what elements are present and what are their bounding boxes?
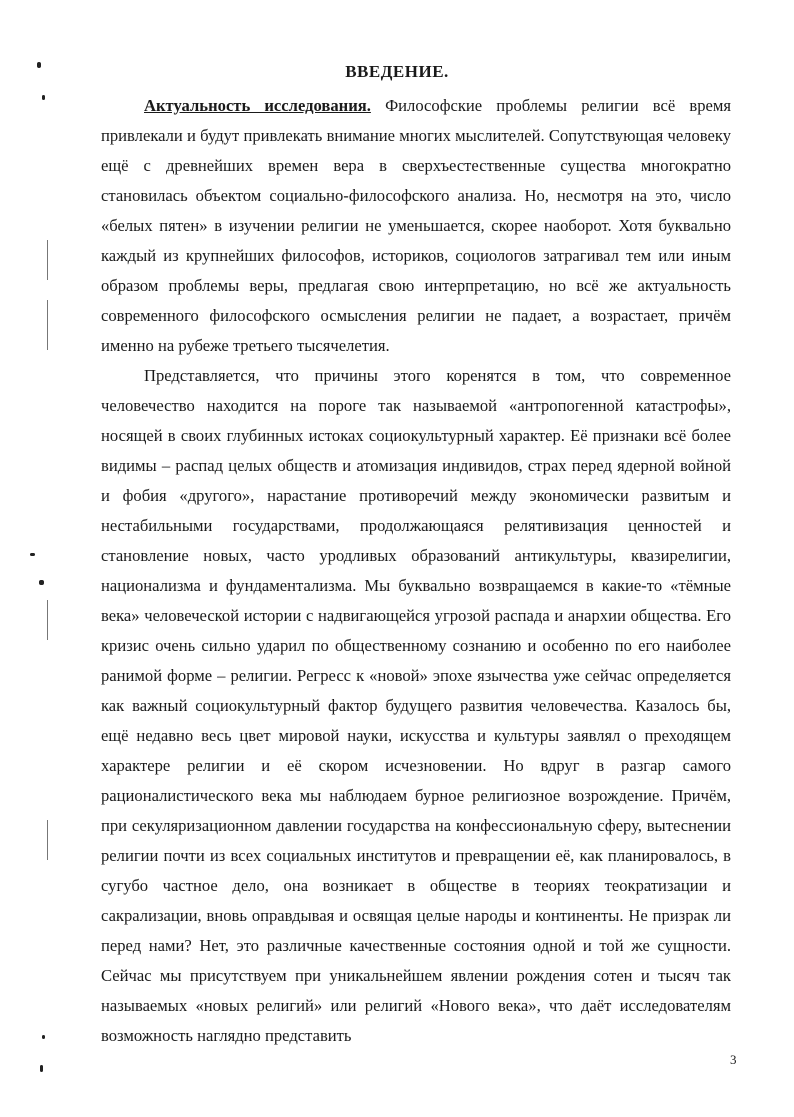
scan-margin-line — [47, 820, 48, 860]
section-heading: Актуальность исследования. — [144, 96, 371, 115]
scan-speck — [40, 1065, 43, 1072]
scan-margin-line — [47, 240, 48, 280]
document-body — [101, 91, 731, 1051]
scan-margin-line — [47, 300, 48, 350]
page-number: 3 — [730, 1052, 737, 1067]
paragraph-actuality — [101, 91, 731, 361]
page-title: ВВЕДЕНИЕ. — [345, 62, 449, 81]
scan-speck — [42, 1035, 45, 1039]
scan-speck — [42, 95, 45, 100]
paragraph-text: Философские проблемы религии всё время привлекали и будут привлекать внимание многих мыслителей. Сопутствующая человеку ещё с древнейших времен вера в сверхъестественные существа многократно становилась объектом социально-философского анализа. Но, несмотря на это, число «белых пятен» в изучении религии не уменьшается, скорее наоборот. Хотя буквально каждый из крупнейших философов, историков, социологов затрагивал тем или иным образом проблемы веры, предлагая свою интерпретацию, но всё же актуальность современного философского осмысления религии не падает, а возрастает, причём именно на рубеже третьего тысячелетия. — [101, 96, 731, 355]
scan-speck — [30, 553, 35, 556]
paragraph-text: Представляется, что причины этого коренятся в том, что современное человечество находится на пороге так называемой «антропогенной катастрофы», носящей в своих глубинных истоках социокультурный характер. Её признаки всё более видимы – распад целых обществ и атомизация индивидов, страх перед ядерной войной и фобия «другого», нарастание противоречий между экономически развитым и нестабильными государствами, продолжающаяся релятивизация ценностей и становление новых, часто уродливых образований антикультуры, квазирелигии, национализма и фундаментализма. Мы буквально возвращаемся в какие-то «тёмные века» человеческой истории с надвигающейся угрозой распада и анархии общества. Его кризис очень сильно ударил по общественному сознанию и особенно по его наиболее ранимой форме – религии. Регресс к «новой» эпохе язычества уже сейчас определяется как важный социокультурный фактор будущего развития человечества. Казалось бы, ещё недавно весь цвет мировой науки, искусства и культуры заявлял о преходящем характере религии и её скором исчезновении. Но вдруг в разгар самого рационалистического века мы наблюдаем бурное религиозное возрождение. Причём, при секуляризационном давлении государства на конфессиональную сферу, вытеснении религии почти из всех социальных институтов и превращении её, как планировалось, в сугубо частное дело, она возникает в обществе в теориях теократизации и сакрализации, вновь оправдывая и освящая целые народы и континенты. Не призрак ли перед нами? Нет, это различные качественные состояния одной и той же сущности. Сейчас мы присутствуем при уникальнейшем явлении рождения сотен и тысяч так называемых «новых религий» или религий «Нового века», что даёт исследователям возможность наглядно представить — [101, 366, 731, 1045]
scan-margin-line — [47, 600, 48, 640]
scan-speck — [39, 580, 44, 585]
